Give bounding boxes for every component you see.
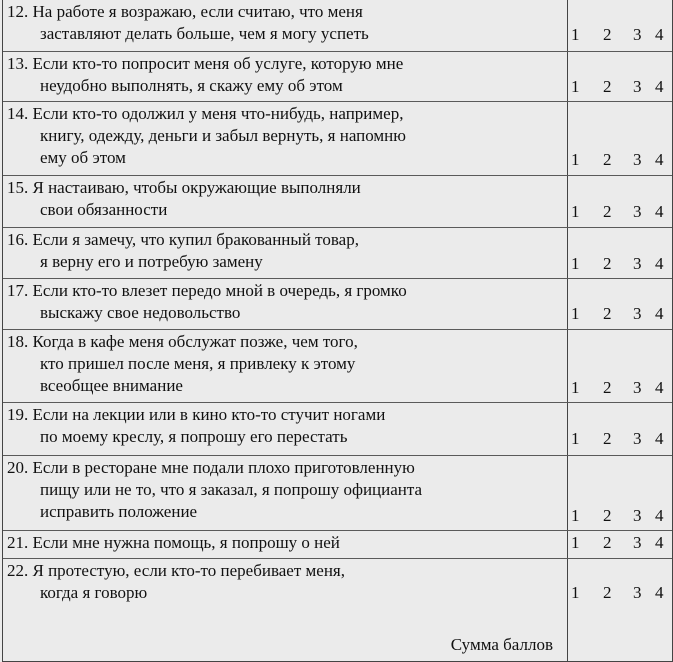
rating-scale [571, 253, 671, 275]
rating-scale [571, 505, 671, 527]
rating-option-2[interactable]: 2 [603, 583, 612, 602]
question-text [7, 457, 565, 523]
rating-option-4[interactable]: 4 [655, 378, 664, 397]
rating-scale [571, 201, 671, 223]
rating-scale [571, 303, 671, 325]
rating-option-1[interactable]: 1 [571, 304, 580, 323]
question-text [7, 229, 565, 273]
rating-option-3[interactable]: 3 [633, 583, 642, 602]
rating-option-1[interactable]: 1 [571, 25, 580, 44]
rating-scale [571, 149, 671, 171]
question-line: 13. Если кто-то попросит меня об услуге, которую мне [7, 54, 404, 73]
question-text [7, 532, 565, 554]
question-row-18 [3, 330, 672, 403]
rating-option-2[interactable]: 2 [603, 429, 612, 448]
rating-option-1[interactable]: 1 [571, 506, 580, 525]
question-line: свои обязанности [40, 200, 168, 219]
rating-option-1[interactable]: 1 [571, 378, 580, 397]
question-text [7, 404, 565, 448]
rating-option-4[interactable]: 4 [655, 77, 664, 96]
questionnaire-table [2, 0, 673, 662]
question-row-22 [3, 559, 672, 622]
question-line: 14. Если кто-то одолжил у меня что-нибудь, например, [7, 104, 404, 123]
question-text [7, 331, 565, 397]
rating-option-4[interactable]: 4 [655, 304, 664, 323]
rating-scale [571, 428, 671, 450]
question-row-16 [3, 228, 672, 279]
rating-option-4[interactable]: 4 [655, 506, 664, 525]
rating-option-4[interactable]: 4 [655, 429, 664, 448]
rating-option-1[interactable]: 1 [571, 583, 580, 602]
rating-option-1[interactable]: 1 [571, 254, 580, 273]
question-line: выскажу свое недовольство [40, 303, 241, 322]
rating-option-2[interactable]: 2 [603, 25, 612, 44]
question-text [7, 560, 565, 604]
rating-option-3[interactable]: 3 [633, 533, 642, 552]
rating-option-2[interactable]: 2 [603, 304, 612, 323]
question-row-17 [3, 279, 672, 330]
rating-scale [571, 377, 671, 399]
rating-option-1[interactable]: 1 [571, 77, 580, 96]
question-text [7, 53, 565, 97]
question-line: 19. Если на лекции или в кино кто-то стучит ногами [7, 405, 386, 424]
question-line: 17. Если кто-то влезет передо мной в очередь, я громко [7, 281, 407, 300]
rating-option-4[interactable]: 4 [655, 25, 664, 44]
rating-option-2[interactable]: 2 [603, 533, 612, 552]
question-line: 16. Если я замечу, что купил бракованный товар, [7, 230, 359, 249]
question-text [7, 103, 565, 169]
question-text [7, 1, 565, 45]
rating-option-3[interactable]: 3 [633, 77, 642, 96]
rating-option-2[interactable]: 2 [603, 77, 612, 96]
rating-scale [571, 582, 671, 604]
rating-option-1[interactable]: 1 [571, 533, 580, 552]
rating-option-3[interactable]: 3 [633, 378, 642, 397]
rating-option-3[interactable]: 3 [633, 506, 642, 525]
question-row-14 [3, 102, 672, 176]
question-line: книгу, одежду, деньги и забыл вернуть, я напомню [40, 126, 406, 145]
question-line: пищу или не то, что я заказал, я попрошу официанта [40, 480, 423, 499]
rating-option-2[interactable]: 2 [603, 202, 612, 221]
question-row-19 [3, 403, 672, 456]
question-line: заставляют делать больше, чем я могу успеть [40, 24, 369, 43]
rating-option-3[interactable]: 3 [633, 254, 642, 273]
rating-option-1[interactable]: 1 [571, 202, 580, 221]
question-row-21 [3, 531, 672, 559]
rating-option-4[interactable]: 4 [655, 533, 664, 552]
rating-option-2[interactable]: 2 [603, 150, 612, 169]
question-line: я верну его и потребую замену [40, 252, 263, 271]
rating-scale [571, 24, 671, 46]
question-row-15 [3, 176, 672, 228]
question-line: по моему креслу, я попрошу его перестать [40, 427, 348, 446]
rating-option-3[interactable]: 3 [633, 150, 642, 169]
rating-option-4[interactable]: 4 [655, 202, 664, 221]
rating-scale [571, 532, 671, 554]
rating-option-4[interactable]: 4 [655, 583, 664, 602]
question-line: 18. Когда в кафе меня обслужат позже, чем того, [7, 332, 358, 351]
rating-option-3[interactable]: 3 [633, 429, 642, 448]
rating-option-2[interactable]: 2 [603, 254, 612, 273]
rating-option-4[interactable]: 4 [655, 254, 664, 273]
question-line: 22. Я протестую, если кто-то перебивает меня, [7, 561, 345, 580]
question-line: 15. Я настаиваю, чтобы окружающие выполняли [7, 178, 361, 197]
total-label: Сумма баллов [450, 635, 553, 654]
question-line: 20. Если в ресторане мне подали плохо приготовленную [7, 458, 415, 477]
question-line: когда я говорю [40, 583, 148, 602]
question-row-13 [3, 52, 672, 102]
question-text [7, 177, 565, 221]
question-row-12 [3, 0, 672, 52]
question-text [7, 280, 565, 324]
rating-option-1[interactable]: 1 [571, 429, 580, 448]
question-line: неудобно выполнять, я скажу ему об этом [40, 76, 343, 95]
question-line: кто пришел после меня, я привлеку к этому [40, 354, 356, 373]
rating-option-3[interactable]: 3 [633, 25, 642, 44]
question-line: ему об этом [40, 148, 126, 167]
rating-option-1[interactable]: 1 [571, 150, 580, 169]
rating-scale [571, 76, 671, 98]
question-line: всеобщее внимание [40, 376, 183, 395]
question-line: исправить положение [40, 502, 198, 521]
rating-option-3[interactable]: 3 [633, 202, 642, 221]
rating-option-3[interactable]: 3 [633, 304, 642, 323]
question-row-20 [3, 456, 672, 531]
rating-option-2[interactable]: 2 [603, 378, 612, 397]
rating-option-4[interactable]: 4 [655, 150, 664, 169]
question-line: 21. Если мне нужна помощь, я попрошу о ней [7, 533, 340, 552]
question-line: 12. На работе я возражаю, если считаю, что меня [7, 2, 363, 21]
rating-option-2[interactable]: 2 [603, 506, 612, 525]
total-row [3, 622, 567, 662]
